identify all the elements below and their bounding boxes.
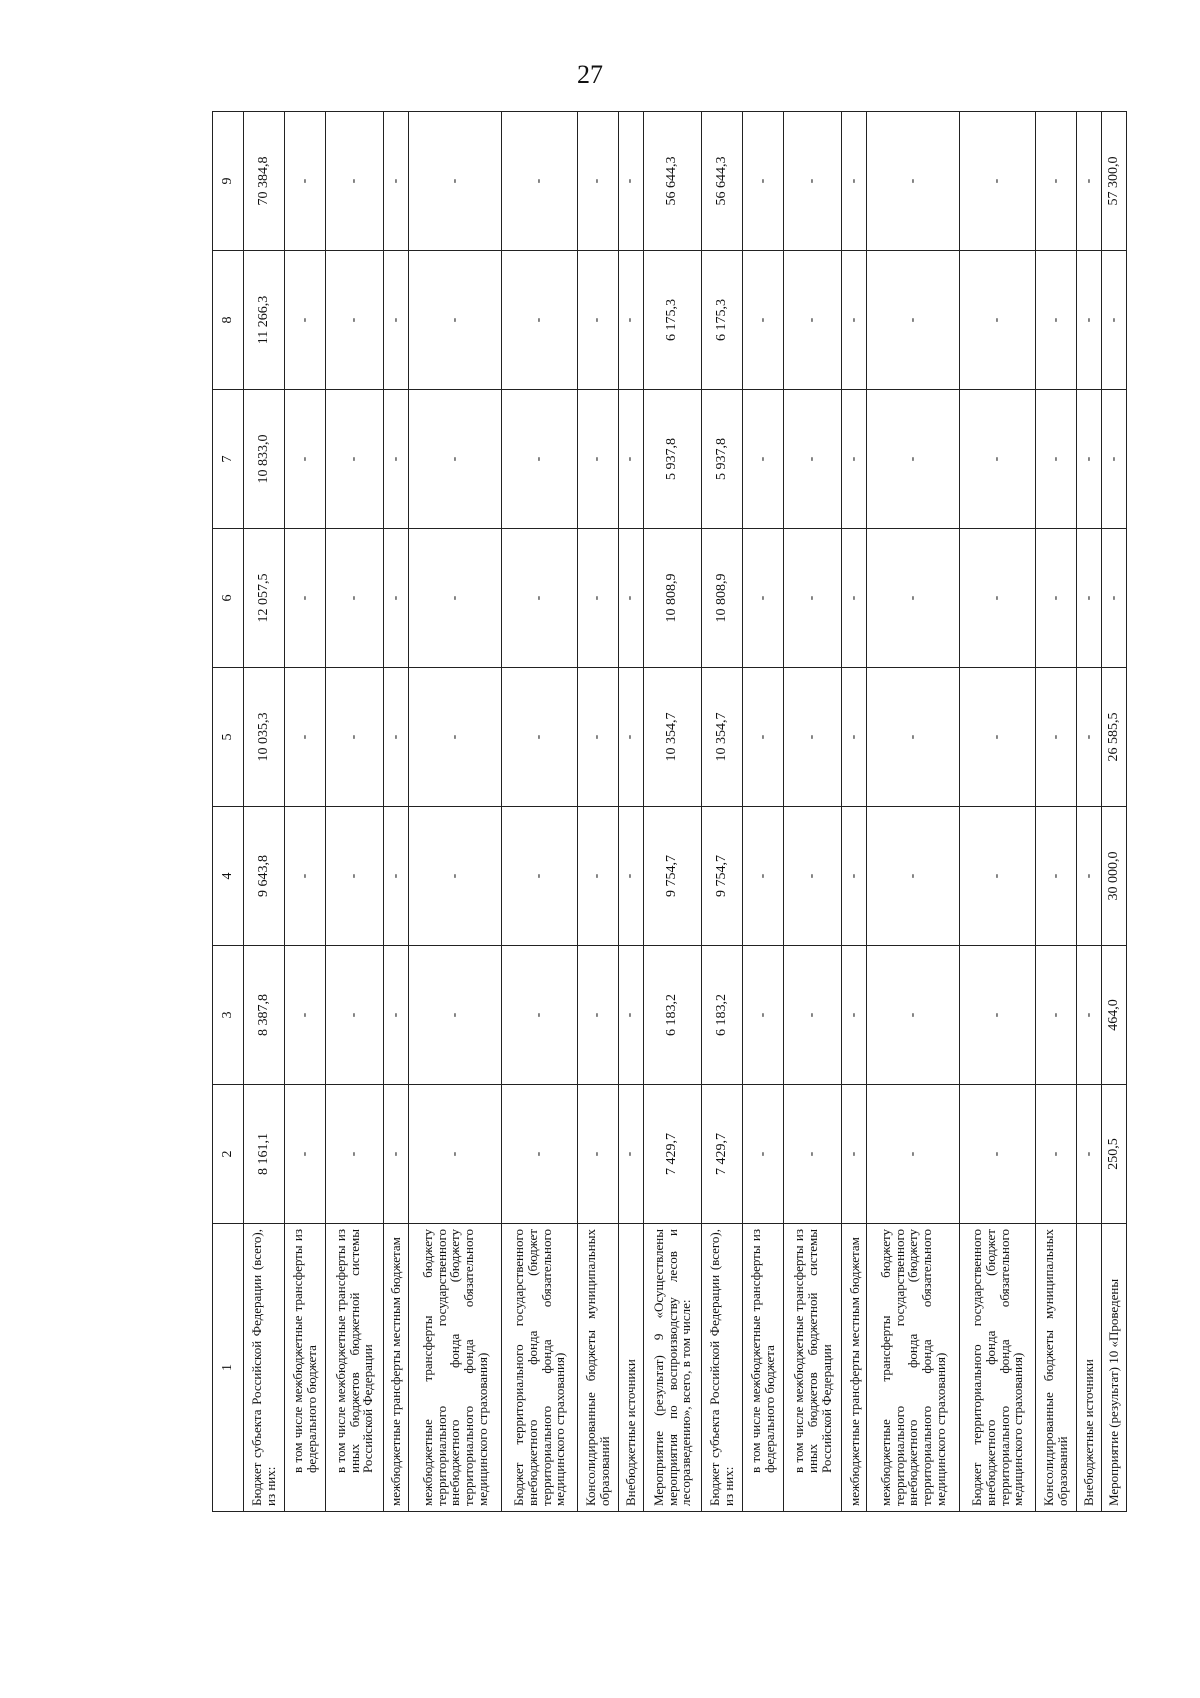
value-cell: - — [384, 668, 409, 807]
value-cell: - — [743, 529, 784, 668]
value-cell: - — [1076, 390, 1101, 529]
table-row — [577, 112, 618, 1512]
value-cell: 57 300,0 — [1101, 112, 1126, 251]
value-cell: - — [960, 251, 1036, 390]
value-cell: - — [502, 807, 578, 946]
value-cell: - — [1076, 529, 1101, 668]
value-cell: - — [502, 529, 578, 668]
value-cell: - — [1035, 112, 1076, 251]
value-cell: - — [960, 529, 1036, 668]
value-cell: - — [1076, 251, 1101, 390]
value-cell: - — [784, 251, 842, 390]
value-cell: - — [284, 668, 325, 807]
value-cell: - — [325, 946, 383, 1085]
row-label: межбюджетные трансферты бюджету территориального государственного внебюджетного фонда (бюджету территориального фонда обязательного медицинского страхования) — [867, 1224, 960, 1512]
row-label: Бюджет субъекта Российской Федерации (всего), из них: — [702, 1224, 743, 1512]
value-cell: - — [618, 1085, 643, 1224]
row-label: Внебюджетные источники — [1076, 1224, 1101, 1512]
value-cell: 7 429,7 — [702, 1085, 743, 1224]
row-label: Внебюджетные источники — [618, 1224, 643, 1512]
row-label: Консолидированные бюджеты муниципальных образований — [577, 1224, 618, 1512]
value-cell: - — [409, 529, 502, 668]
value-cell: - — [867, 529, 960, 668]
value-cell: - — [1035, 390, 1076, 529]
row-label: Бюджет территориального государственного внебюджетного фонда (бюджет территориального фонда обязательного медицинского страхования) — [960, 1224, 1036, 1512]
value-cell: 70 384,8 — [244, 112, 285, 251]
table-row — [784, 112, 842, 1512]
table-row — [702, 112, 743, 1512]
table-row — [960, 112, 1036, 1512]
value-cell: - — [1101, 251, 1126, 390]
value-cell: - — [409, 390, 502, 529]
column-header: 6 — [213, 529, 244, 668]
row-label: Консолидированные бюджеты муниципальных образований — [1035, 1224, 1076, 1512]
table-row — [1076, 112, 1101, 1512]
value-cell: 250,5 — [1101, 1085, 1126, 1224]
value-cell: - — [502, 390, 578, 529]
value-cell: - — [1101, 529, 1126, 668]
value-cell: - — [577, 946, 618, 1085]
value-cell: - — [867, 1085, 960, 1224]
value-cell: - — [867, 390, 960, 529]
value-cell: - — [784, 390, 842, 529]
value-cell: - — [1101, 390, 1126, 529]
value-cell: - — [618, 807, 643, 946]
value-cell: - — [502, 251, 578, 390]
row-label: Мероприятие (результат) 9 «Осуществлены мероприятия по воспроизводству лесов и лесоразведению», всего, в том числе: — [643, 1224, 701, 1512]
value-cell: - — [1076, 807, 1101, 946]
value-cell: - — [743, 251, 784, 390]
value-cell: - — [384, 807, 409, 946]
value-cell: - — [867, 251, 960, 390]
table-row — [618, 112, 643, 1512]
value-cell: - — [1035, 1085, 1076, 1224]
row-label: Мероприятие (результат) 10 «Проведены — [1101, 1224, 1126, 1512]
value-cell: - — [284, 390, 325, 529]
value-cell: 26 585,5 — [1101, 668, 1126, 807]
row-label: Бюджет субъекта Российской Федерации (всего), из них: — [244, 1224, 285, 1512]
value-cell: - — [409, 668, 502, 807]
value-cell: - — [842, 1085, 867, 1224]
column-header: 2 — [213, 1085, 244, 1224]
value-cell: - — [842, 668, 867, 807]
value-cell: - — [384, 529, 409, 668]
table-row — [842, 112, 867, 1512]
rotated-table-wrapper — [212, 112, 1127, 1512]
value-cell: - — [577, 668, 618, 807]
value-cell: - — [842, 807, 867, 946]
value-cell: 6 183,2 — [643, 946, 701, 1085]
value-cell: - — [384, 946, 409, 1085]
column-header: 3 — [213, 946, 244, 1085]
row-label: Бюджет территориального государственного внебюджетного фонда (бюджет территориального фонда обязательного медицинского страхования) — [502, 1224, 578, 1512]
value-cell: - — [743, 112, 784, 251]
value-cell: - — [284, 807, 325, 946]
value-cell: 8 161,1 — [244, 1085, 285, 1224]
value-cell: 8 387,8 — [244, 946, 285, 1085]
value-cell: - — [409, 1085, 502, 1224]
value-cell: - — [1035, 251, 1076, 390]
value-cell: 9 754,7 — [643, 807, 701, 946]
table-row — [743, 112, 784, 1512]
column-header: 4 — [213, 807, 244, 946]
table-row — [867, 112, 960, 1512]
value-cell: - — [577, 1085, 618, 1224]
value-cell: - — [325, 390, 383, 529]
value-cell: - — [784, 946, 842, 1085]
value-cell: - — [842, 529, 867, 668]
value-cell: - — [502, 1085, 578, 1224]
value-cell: - — [842, 946, 867, 1085]
value-cell: 6 175,3 — [643, 251, 701, 390]
value-cell: - — [502, 112, 578, 251]
value-cell: - — [618, 251, 643, 390]
table-row — [643, 112, 701, 1512]
table-row — [244, 112, 285, 1512]
column-header: 8 — [213, 251, 244, 390]
value-cell: 5 937,8 — [702, 390, 743, 529]
value-cell: 464,0 — [1101, 946, 1126, 1085]
value-cell: 6 183,2 — [702, 946, 743, 1085]
table-row — [1035, 112, 1076, 1512]
table-row — [502, 112, 578, 1512]
value-cell: 12 057,5 — [244, 529, 285, 668]
value-cell: - — [577, 112, 618, 251]
value-cell: - — [502, 946, 578, 1085]
value-cell: 10 808,9 — [643, 529, 701, 668]
value-cell: - — [867, 668, 960, 807]
value-cell: - — [284, 529, 325, 668]
value-cell: 56 644,3 — [702, 112, 743, 251]
row-label: межбюджетные трансферты местным бюджетам — [384, 1224, 409, 1512]
value-cell: - — [867, 807, 960, 946]
table-row — [384, 112, 409, 1512]
row-label: в том числе межбюджетные трансферты из иных бюджетов бюджетной системы Российской Федерации — [325, 1224, 383, 1512]
value-cell: - — [284, 251, 325, 390]
value-cell: - — [784, 112, 842, 251]
column-header: 1 — [213, 1224, 244, 1512]
value-cell: 11 266,3 — [244, 251, 285, 390]
value-cell: 7 429,7 — [643, 1085, 701, 1224]
value-cell: - — [325, 668, 383, 807]
table-row — [284, 112, 325, 1512]
value-cell: - — [867, 946, 960, 1085]
table-row — [325, 112, 383, 1512]
value-cell: - — [960, 390, 1036, 529]
value-cell: - — [325, 112, 383, 251]
value-cell: - — [867, 112, 960, 251]
value-cell: 30 000,0 — [1101, 807, 1126, 946]
value-cell: - — [784, 1085, 842, 1224]
value-cell: - — [784, 807, 842, 946]
value-cell: - — [1035, 807, 1076, 946]
value-cell: - — [384, 1085, 409, 1224]
column-header: 9 — [213, 112, 244, 251]
value-cell: - — [409, 946, 502, 1085]
value-cell: - — [577, 390, 618, 529]
row-label: межбюджетные трансферты местным бюджетам — [842, 1224, 867, 1512]
value-cell: - — [784, 529, 842, 668]
row-label: межбюджетные трансферты бюджету территориального государственного внебюджетного фонда (бюджету территориального фонда обязательного медицинского страхования) — [409, 1224, 502, 1512]
value-cell: - — [743, 390, 784, 529]
value-cell: - — [1076, 668, 1101, 807]
row-label: в том числе межбюджетные трансферты из федерального бюджета — [284, 1224, 325, 1512]
value-cell: - — [960, 112, 1036, 251]
value-cell: - — [618, 946, 643, 1085]
value-cell: - — [284, 1085, 325, 1224]
value-cell: 10 354,7 — [643, 668, 701, 807]
value-cell: - — [784, 668, 842, 807]
value-cell: - — [743, 946, 784, 1085]
row-label: в том числе межбюджетные трансферты из иных бюджетов бюджетной системы Российской Федерации — [784, 1224, 842, 1512]
value-cell: - — [618, 112, 643, 251]
value-cell: - — [325, 807, 383, 946]
value-cell: - — [502, 668, 578, 807]
value-cell: - — [384, 112, 409, 251]
value-cell: - — [1035, 668, 1076, 807]
value-cell: 6 175,3 — [702, 251, 743, 390]
value-cell: - — [743, 668, 784, 807]
table-row — [1101, 112, 1126, 1512]
value-cell: 10 035,3 — [244, 668, 285, 807]
value-cell: - — [409, 112, 502, 251]
value-cell: - — [842, 251, 867, 390]
value-cell: - — [1035, 529, 1076, 668]
value-cell: 5 937,8 — [643, 390, 701, 529]
row-label: в том числе межбюджетные трансферты из федерального бюджета — [743, 1224, 784, 1512]
value-cell: 10 808,9 — [702, 529, 743, 668]
table-row — [409, 112, 502, 1512]
value-cell: 9 643,8 — [244, 807, 285, 946]
value-cell: - — [384, 390, 409, 529]
value-cell: - — [1076, 1085, 1101, 1224]
value-cell: - — [960, 946, 1036, 1085]
value-cell: - — [409, 807, 502, 946]
column-header: 7 — [213, 390, 244, 529]
value-cell: - — [743, 1085, 784, 1224]
value-cell: - — [577, 251, 618, 390]
value-cell: - — [384, 251, 409, 390]
value-cell: - — [842, 112, 867, 251]
value-cell: - — [325, 251, 383, 390]
value-cell: - — [409, 251, 502, 390]
value-cell: - — [960, 668, 1036, 807]
value-cell: - — [842, 390, 867, 529]
value-cell: - — [1035, 946, 1076, 1085]
value-cell: - — [1076, 946, 1101, 1085]
value-cell: - — [577, 529, 618, 668]
value-cell: - — [960, 1085, 1036, 1224]
header-row — [213, 112, 244, 1512]
value-cell: - — [325, 1085, 383, 1224]
value-cell: 9 754,7 — [702, 807, 743, 946]
value-cell: - — [284, 946, 325, 1085]
column-header: 5 — [213, 668, 244, 807]
value-cell: 56 644,3 — [643, 112, 701, 251]
table-body — [244, 112, 1127, 1512]
value-cell: - — [1076, 112, 1101, 251]
value-cell: - — [325, 529, 383, 668]
value-cell: - — [618, 529, 643, 668]
value-cell: - — [618, 668, 643, 807]
value-cell: - — [577, 807, 618, 946]
budget-table — [212, 111, 1127, 1512]
value-cell: 10 354,7 — [702, 668, 743, 807]
value-cell: 10 833,0 — [244, 390, 285, 529]
value-cell: - — [618, 390, 643, 529]
value-cell: - — [284, 112, 325, 251]
value-cell: - — [960, 807, 1036, 946]
page-number: 27 — [577, 60, 603, 89]
value-cell: - — [743, 807, 784, 946]
